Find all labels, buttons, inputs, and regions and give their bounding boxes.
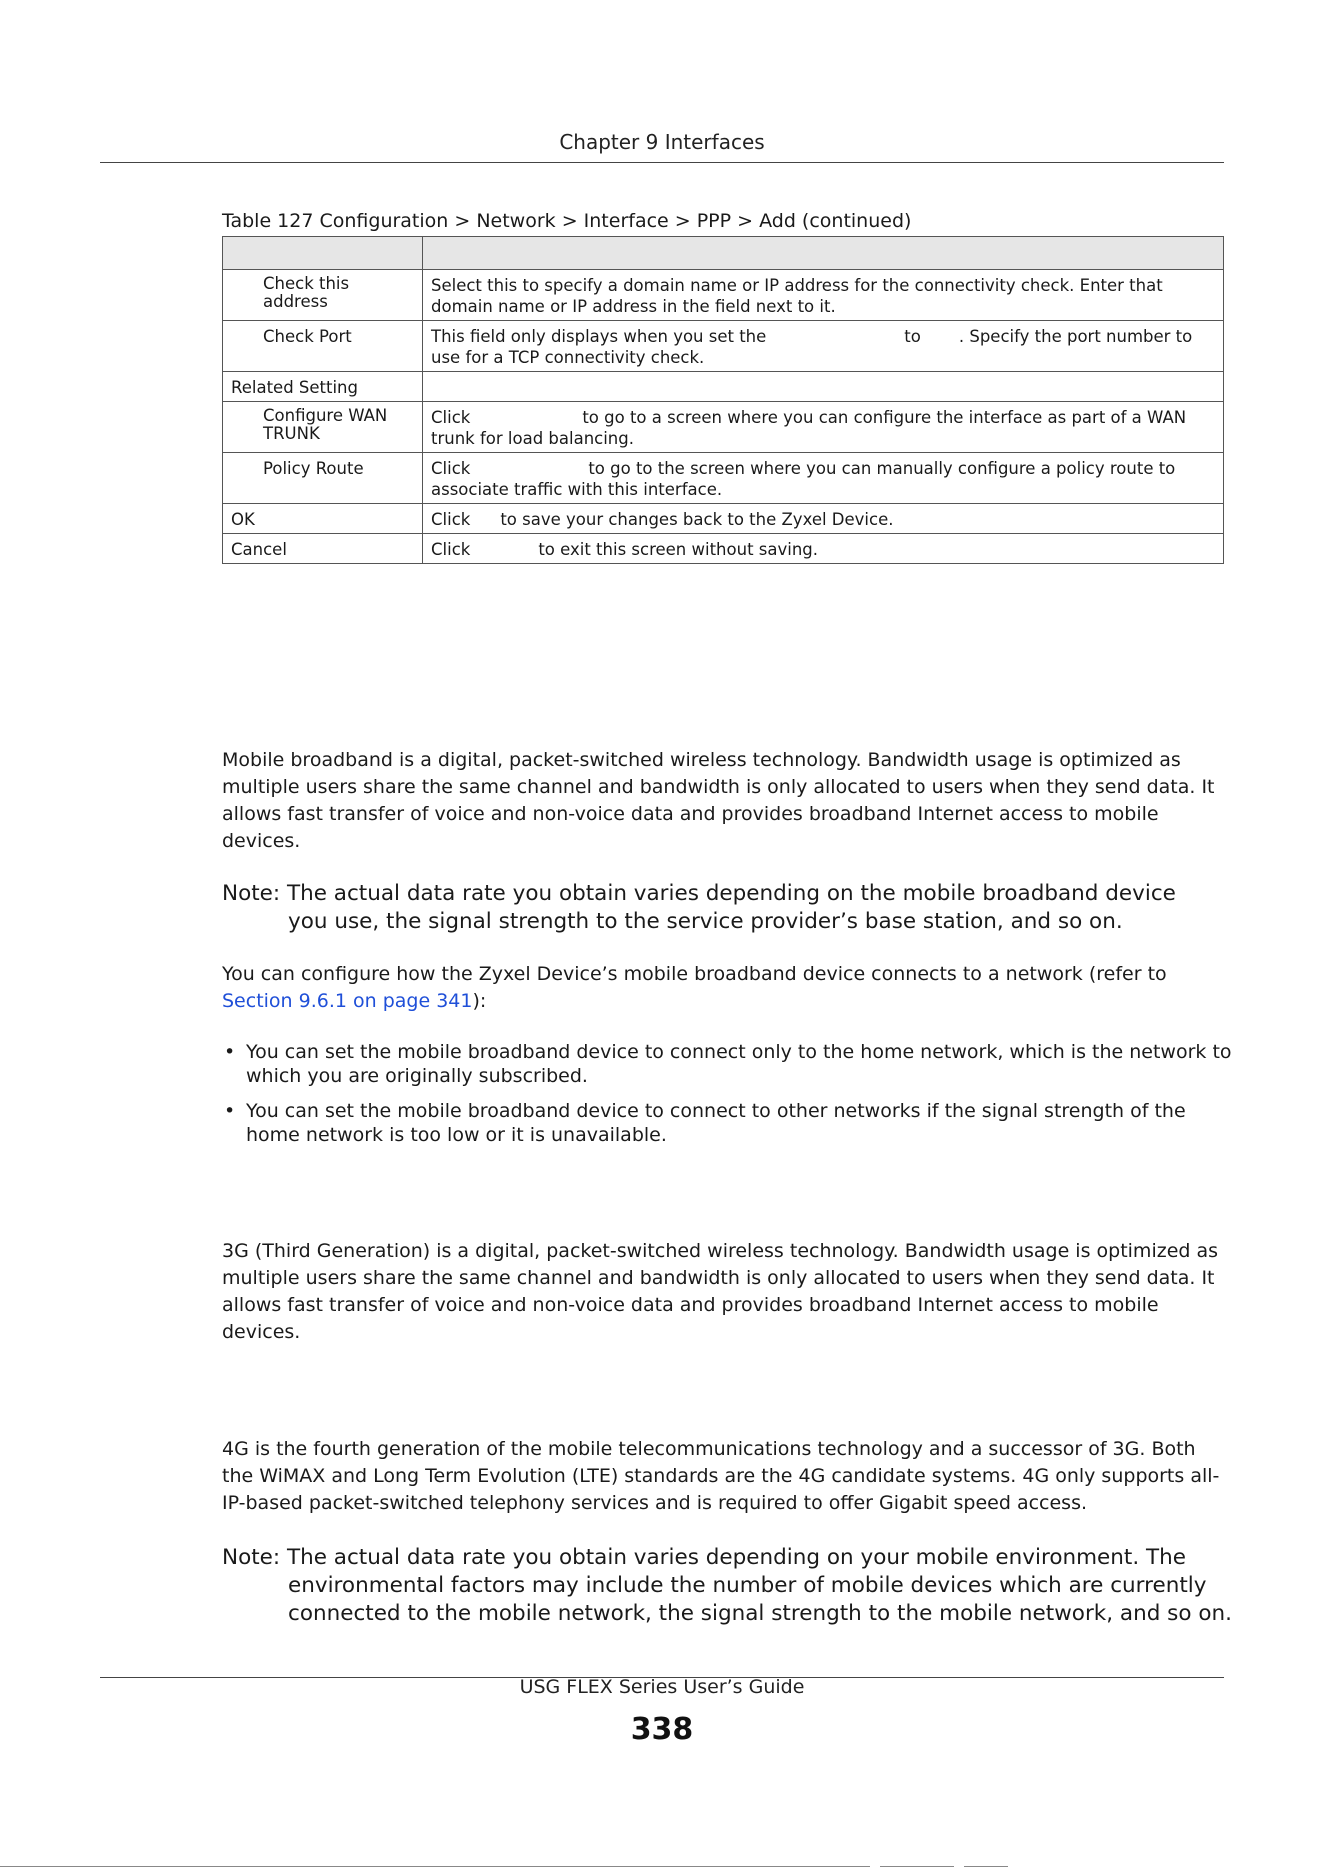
note-text: The actual data rate you obtain varies depending on the mobile broadband device bbox=[286, 881, 1176, 906]
row-description: Click to go to the screen where you can manually configure a policy route to associate traffic with this interface. bbox=[423, 453, 1224, 504]
row-description: This field only displays when you set the to . Specify the port number to use for a TCP connectivity check. bbox=[423, 321, 1224, 372]
table-row bbox=[223, 534, 1224, 564]
note-mobile-environment bbox=[222, 1544, 1232, 1628]
row-description: Click to exit this screen without saving. bbox=[423, 534, 1224, 564]
4g-paragraph: 4G is the fourth generation of the mobile telecommunications technology and a successor of 3G. Both the WiMAX and Long Term Evolution (LTE) standards are the 4G candidate systems. 4G only supports all-IP-based packet-switched telephony services and is required to offer Gigabit speed access. bbox=[222, 1438, 1220, 1514]
note-label: Note: bbox=[222, 881, 281, 906]
section-link[interactable]: Section 9.6.1 on page 341 bbox=[222, 990, 473, 1012]
row-label: Configure WAN TRUNK bbox=[223, 402, 423, 453]
row-label: Policy Route bbox=[223, 453, 423, 504]
table-row bbox=[223, 402, 1224, 453]
table-row bbox=[223, 321, 1224, 372]
guide-title: USG FLEX Series User’s Guide bbox=[519, 1676, 805, 1698]
row-label: Check Port bbox=[223, 321, 423, 372]
configure-paragraph: You can configure how the Zyxel Device’s mobile broadband device connects to a network (refer to Section 9.6.1 on page 341): bbox=[222, 963, 1167, 1012]
row-label: Cancel bbox=[223, 534, 423, 564]
chapter-header: Chapter 9 Interfaces bbox=[559, 130, 765, 154]
note-text: you use, the signal strength to the service provider’s base station, and so on. bbox=[288, 909, 1123, 934]
page-number: 338 bbox=[630, 1712, 694, 1747]
row-description: Click to save your changes back to the Zyxel Device. bbox=[423, 504, 1224, 534]
page-edge-line bbox=[880, 1866, 954, 1867]
table-caption: Table 127 Configuration > Network > Interface > PPP > Add (continued) bbox=[222, 210, 912, 232]
table-row bbox=[223, 270, 1224, 321]
3g-paragraph: 3G (Third Generation) is a digital, packet-switched wireless technology. Bandwidth usage is optimized as multiple users share the same channel and bandwidth is only allocated to users when they send data. It allows fast transfer of voice and non-voice data and provides broadband Internet access to mobile devices. bbox=[222, 1240, 1219, 1343]
table-row bbox=[223, 504, 1224, 534]
note-text: connected to the mobile network, the signal strength to the mobile network, and so on. bbox=[288, 1601, 1232, 1626]
row-description: Select this to specify a domain name or IP address for the connectivity check. Enter that domain name or IP address in the field next to it. bbox=[423, 270, 1224, 321]
row-description bbox=[423, 372, 1224, 402]
note-text: environmental factors may include the number of mobile devices which are currently bbox=[288, 1573, 1207, 1598]
row-description: Click to go to a screen where you can configure the interface as part of a WAN trunk for load balancing. bbox=[423, 402, 1224, 453]
table-row bbox=[223, 372, 1224, 402]
row-label: Related Setting bbox=[223, 372, 423, 402]
configuration-table bbox=[222, 236, 1224, 564]
table-row bbox=[223, 453, 1224, 504]
header-rule bbox=[100, 162, 1224, 163]
page-edge-line bbox=[964, 1866, 1008, 1867]
note-data-rate bbox=[222, 880, 1232, 936]
page-edge-line bbox=[0, 1866, 870, 1867]
list-item: • You can set the mobile broadband device to connect only to the home network, which is the network to which you are originally subscribed. bbox=[224, 1041, 1232, 1087]
list-item: • You can set the mobile broadband device to connect to other networks if the signal strength of the home network is too low or it is unavailable. bbox=[224, 1100, 1186, 1146]
row-label: OK bbox=[223, 504, 423, 534]
table-header-row bbox=[223, 237, 1224, 270]
note-label: Note: bbox=[222, 1545, 281, 1570]
mobile-broadband-paragraph: Mobile broadband is a digital, packet-switched wireless technology. Bandwidth usage is optimized as multiple users share the same channel and bandwidth is only allocated to users when they send data. It allows fast transfer of voice and non-voice data and provides broadband Internet access to mobile devices. bbox=[222, 749, 1215, 852]
network-options-list bbox=[222, 1040, 1232, 1158]
note-text: The actual data rate you obtain varies depending on your mobile environment. The bbox=[286, 1545, 1186, 1570]
row-label: Check this address bbox=[223, 270, 423, 321]
